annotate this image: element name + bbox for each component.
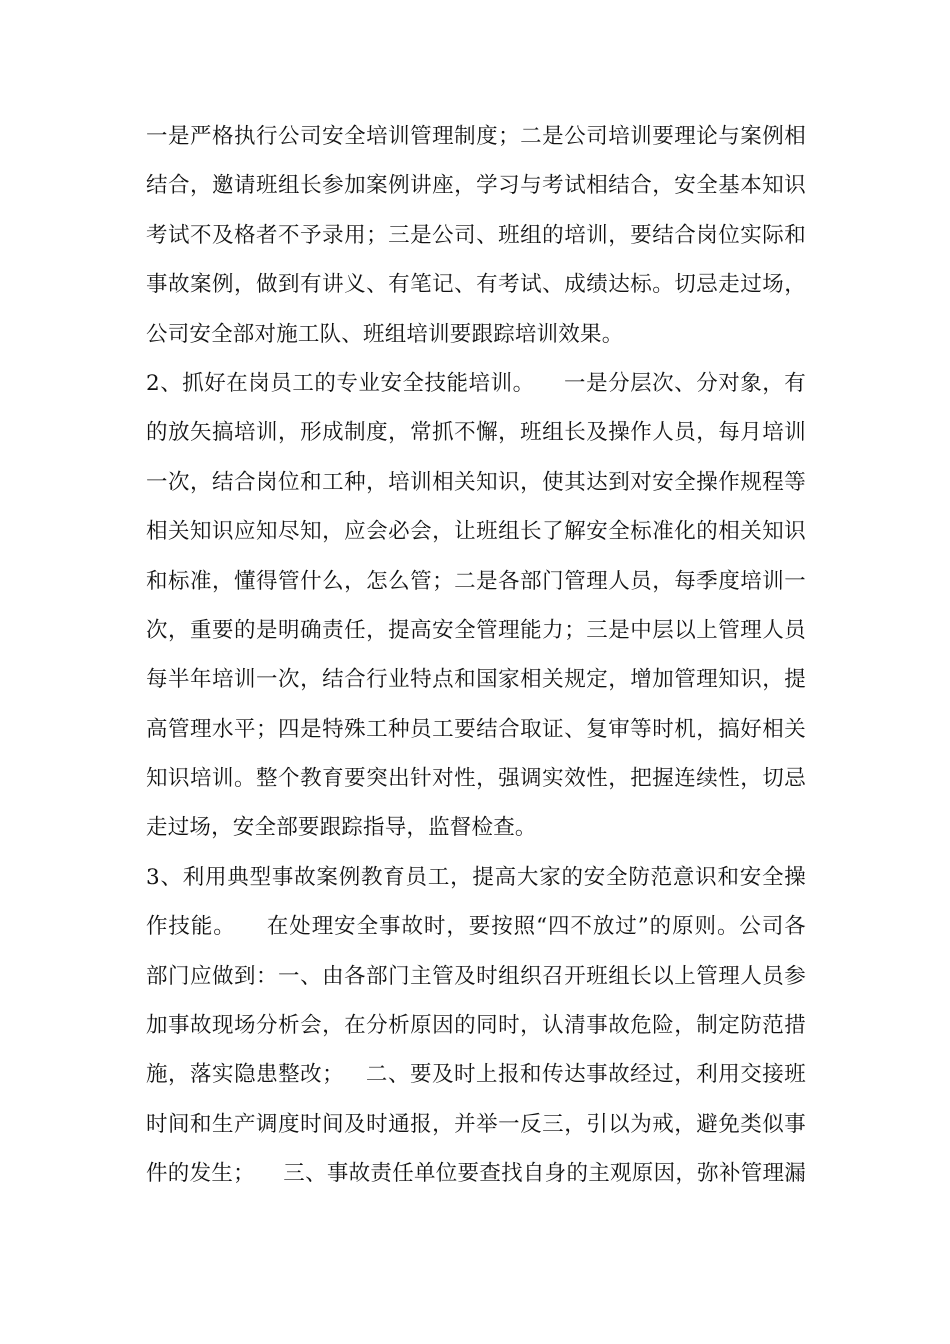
text-line: 2、抓好在岗员工的专业安全技能培训。 一是分层次、分对象，有 [146, 370, 806, 396]
text-line: 相关知识应知尽知，应会必会，让班组长了解安全标准化的相关知识 [146, 519, 806, 545]
text-line: 结合，邀请班组长参加案例讲座，学习与考试相结合，安全基本知识 [146, 173, 806, 199]
text-line: 和标准，懂得管什么，怎么管；二是各部门管理人员，每季度培训一 [146, 568, 806, 594]
text-line: 次，重要的是明确责任，提高安全管理能力；三是中层以上管理人员 [146, 617, 806, 643]
text-line: 的放矢搞培训，形成制度，常抓不懈，班组长及操作人员，每月培训 [146, 420, 806, 446]
text-line: 高管理水平；四是特殊工种员工要结合取证、复审等时机，搞好相关 [146, 716, 806, 742]
text-line: 作技能。 在处理安全事故时，要按照“四不放过”的原则。公司各 [146, 914, 806, 940]
text-line: 施，落实隐患整改； 二、要及时上报和传达事故经过，利用交接班 [146, 1062, 806, 1088]
text-line: 加事故现场分析会，在分析原因的同时，认清事故危险，制定防范措 [146, 1013, 806, 1039]
text-line: 一次，结合岗位和工种，培训相关知识，使其达到对安全操作规程等 [146, 469, 806, 495]
body-text [146, 112, 806, 1199]
text-line: 知识培训。整个教育要突出针对性，强调实效性，把握连续性，切忌 [146, 766, 806, 792]
text-line: 公司安全部对施工队、班组培训要跟踪培训效果。 [146, 321, 624, 347]
text-line: 走过场，安全部要跟踪指导，监督检查。 [146, 815, 537, 841]
text-line: 时间和生产调度时间及时通报，并举一反三，引以为戒，避免类似事 [146, 1111, 806, 1137]
text-line: 每半年培训一次，结合行业特点和国家相关规定，增加管理知识，提 [146, 667, 806, 693]
text-line: 考试不及格者不予录用；三是公司、班组的培训，要结合岗位实际和 [146, 222, 806, 248]
text-line: 一是严格执行公司安全培训管理制度；二是公司培训要理论与案例相 [146, 124, 806, 149]
text-line: 3、利用典型事故案例教育员工，提高大家的安全防范意识和安全操 [146, 864, 806, 890]
text-line: 件的发生； 三、事故责任单位要查找自身的主观原因，弥补管理漏 [146, 1161, 806, 1187]
text-line: 部门应做到：一、由各部门主管及时组织召开班组长以上管理人员参 [146, 963, 806, 989]
text-line: 事故案例，做到有讲义、有笔记、有考试、成绩达标。切忌走过场， [146, 272, 806, 298]
